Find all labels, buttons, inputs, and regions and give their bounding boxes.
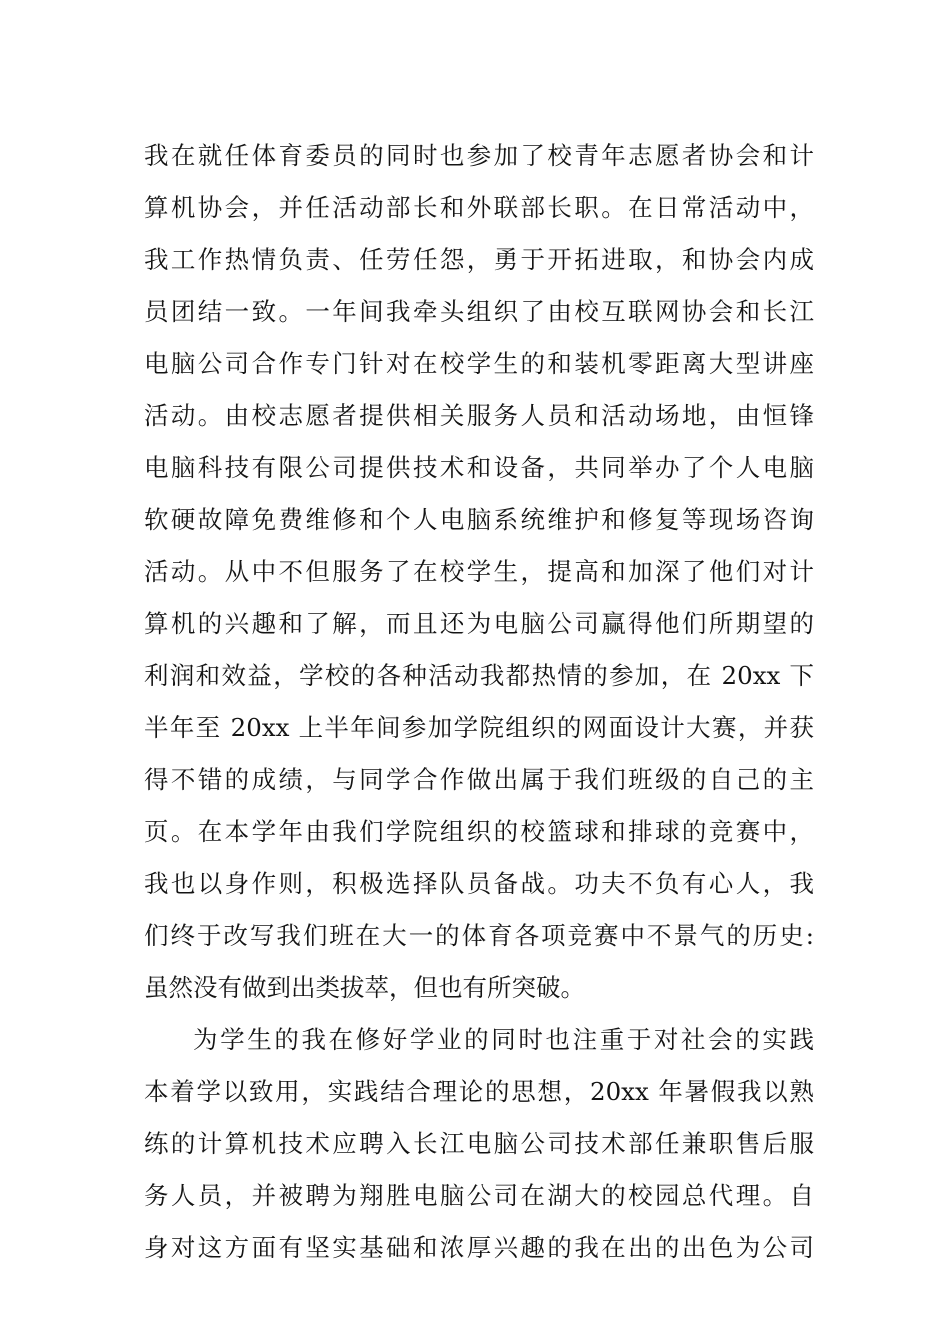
text-line: 们终于改写我们班在大一的体育各项竞赛中不景气的历史: (144, 921, 814, 950)
text-line: 练的计算机技术应聘入长江电脑公司技术部任兼职售后服 (144, 1129, 814, 1158)
text-line: 页。在本学年由我们学院组织的校篮球和排球的竞赛中， (144, 817, 814, 846)
paragraph-first-line: 为学生的我在修好学业的同时也注重于对社会的实践 (193, 1025, 814, 1054)
text-line: 软硬故障免费维修和个人电脑系统维护和修复等现场咨询 (144, 505, 814, 534)
text-line: 得不错的成绩，与同学合作做出属于我们班级的自己的主 (144, 765, 814, 794)
text-line: 电脑科技有限公司提供技术和设备，共同举办了个人电脑 (144, 453, 814, 482)
text-line: 半年至 20xx 上半年间参加学院组织的网面设计大赛，并获 (144, 713, 814, 742)
text-line: 我也以身作则，积极选择队员备战。功夫不负有心人，我 (144, 869, 814, 898)
text-line: 活动。由校志愿者提供相关服务人员和活动场地，由恒锋 (144, 401, 814, 430)
text-line: 算机的兴趣和了解，而且还为电脑公司赢得他们所期望的 (144, 609, 814, 638)
text-line: 我在就任体育委员的同时也参加了校青年志愿者协会和计 (144, 141, 814, 170)
text-line: 员团结一致。一年间我牵头组织了由校互联网协会和长江 (144, 297, 814, 326)
text-line: 本着学以致用，实践结合理论的思想，20xx 年暑假我以熟 (144, 1077, 814, 1106)
text-line: 利润和效益，学校的各种活动我都热情的参加，在 20xx 下 (144, 661, 814, 690)
text-line: 务人员，并被聘为翔胜电脑公司在湖大的校园总代理。自 (144, 1181, 814, 1210)
text-line: 我工作热情负责、任劳任怨，勇于开拓进取，和协会内成 (144, 245, 814, 274)
text-line: 活动。从中不但服务了在校学生，提高和加深了他们对计 (144, 557, 814, 586)
text-line: 电脑公司合作专门针对在校学生的和装机零距离大型讲座 (144, 349, 814, 378)
text-line: 虽然没有做到出类拔萃，但也有所突破。 (144, 973, 585, 1002)
text-line: 算机协会，并任活动部长和外联部长职。在日常活动中， (144, 193, 814, 222)
text-line: 身对这方面有坚实基础和浓厚兴趣的我在出的出色为公司 (144, 1233, 814, 1262)
